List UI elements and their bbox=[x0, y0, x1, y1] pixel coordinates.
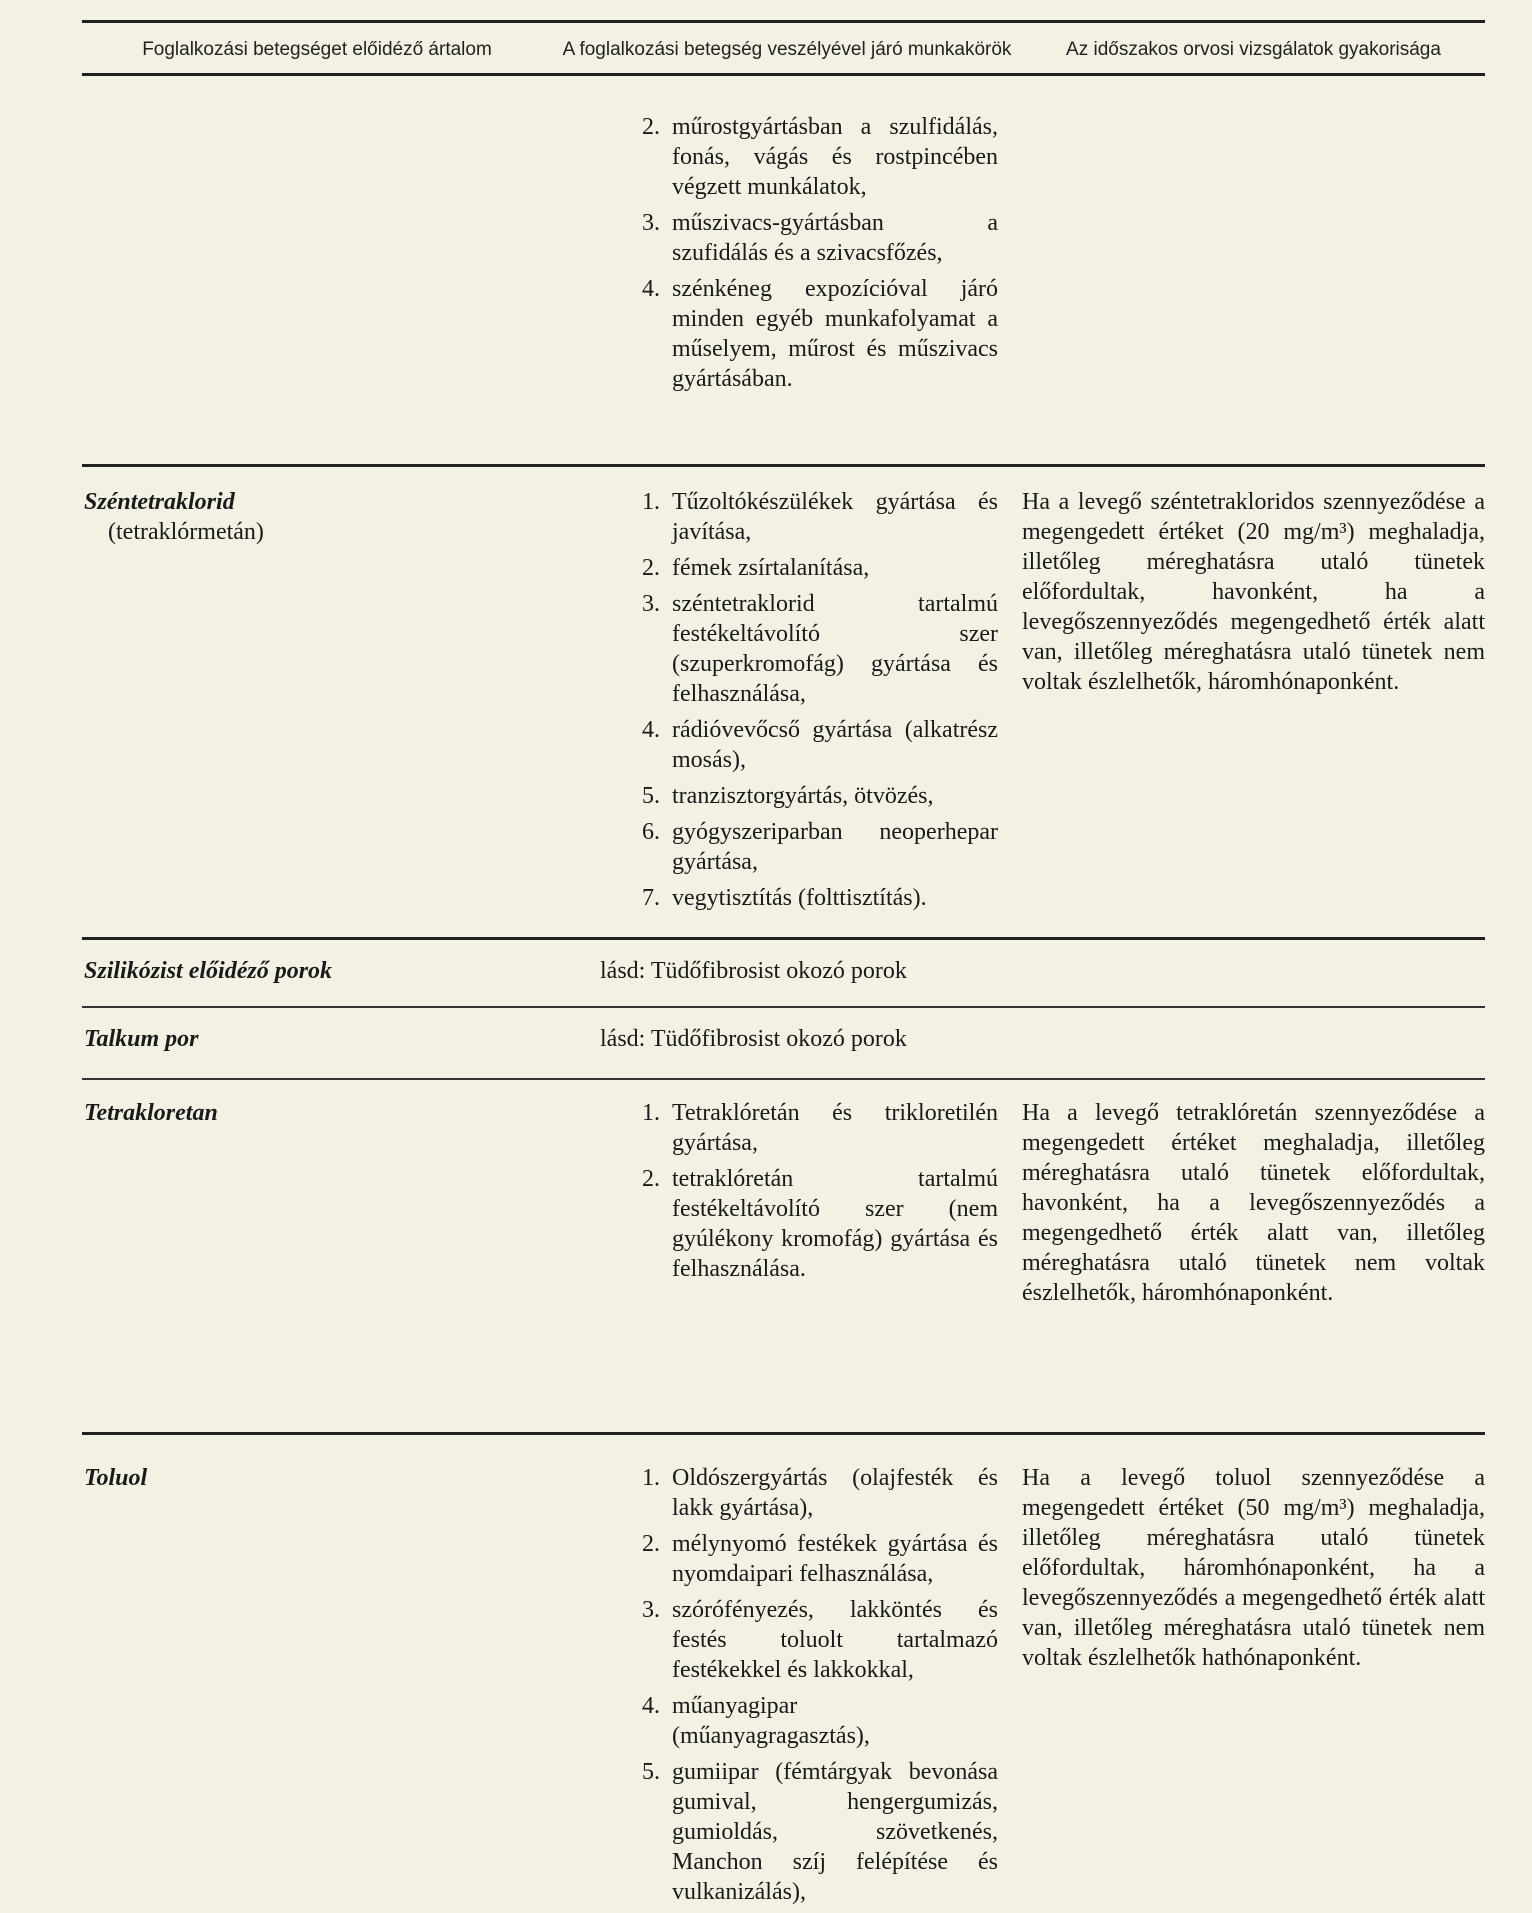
list-item: 4. szénkéneg expozícióval járó minden egyéb munkafolyamat a műselyem, műrost és műszivacs gyártásában. bbox=[642, 276, 998, 392]
list-item: 4. műanyagipar (műanyagragasztás), bbox=[642, 1693, 870, 1749]
harm-name: Toluol bbox=[84, 1465, 148, 1491]
frequency-text: Ha a levegő toluol szennyeződése a megengedett értéket (50 mg/m³) meghaladja, illetőleg méreghatásra utaló tünetek előfordultak, háromhónaponként, ha a levegőszennyeződés a megengedhető érték alatt van, illetőleg méreghatásra utaló tünetek nem voltak észlelhetők hathónaponként. bbox=[1022, 1465, 1485, 1671]
jobs-list bbox=[552, 1463, 1022, 1913]
list-item: 6. gyógyszeriparban neoperhepar gyártása, bbox=[642, 819, 998, 875]
harm-name: Tetrakloretan bbox=[84, 1100, 218, 1126]
list-item: 2. tetraklóretán tartalmú festékeltávolító szer (nem gyúlékony kromofág) gyártása és felhasználása. bbox=[642, 1166, 998, 1282]
frequency-text: Ha a levegő tetraklóretán szennyeződése a megengedett értéket meghaladja, illetőleg méreghatásra utaló tünetek előfordultak, havonként, ha a levegőszennyeződés a megengedhető érték alatt van, illetőleg méreghatásra utaló tünetek nem voltak észlelhetők, háromhónaponként. bbox=[1022, 1100, 1485, 1306]
frequency-text: Ha a levegő széntetrakloridos szennyeződése a megengedett értéket (20 mg/m³) meghaladja, illetőleg méreghatásra utaló tünetek előfordultak, havonként, ha a levegőszennyeződés megengedhető érték alatt van, illetőleg méreghatásra utaló tünetek nem voltak észlelhetők, háromhónaponként. bbox=[1022, 489, 1485, 695]
list-item: 4. rádióvevőcső gyártása (alkatrész mosás), bbox=[642, 717, 998, 773]
header-col-frequency: Az időszakos orvosi vizsgálatok gyakorisága bbox=[1066, 39, 1441, 60]
list-item: 3. széntetraklorid tartalmú festékeltávolító szer (szuperkromofág) gyártása és felhasználása, bbox=[642, 591, 998, 707]
jobs-list bbox=[552, 112, 1022, 464]
list-item: 1. Oldószergyártás (olajfesték és lakk gyártása), bbox=[642, 1465, 998, 1521]
table-row-tetrakloretan bbox=[82, 1080, 1485, 1432]
header-col-jobs: A foglalkozási betegség veszélyével járó munkakörök bbox=[562, 39, 1012, 60]
list-item: 1. Tetraklóretán és trikloretilén gyártása, bbox=[642, 1100, 998, 1156]
harm-name: Szilikózist előidéző porok bbox=[84, 958, 333, 984]
table-row-toluol bbox=[82, 1435, 1485, 1913]
table-header bbox=[82, 23, 1485, 73]
document-page bbox=[82, 18, 1485, 1913]
harm-name: Talkum por bbox=[84, 1026, 199, 1052]
jobs-list bbox=[552, 1098, 1022, 1432]
jobs-list bbox=[552, 487, 1022, 937]
see-reference: lásd: Tüdőfibrosist okozó porok bbox=[600, 958, 907, 984]
harm-subname: (tetraklórmetán) bbox=[108, 519, 264, 545]
list-item: 2. fémek zsírtalanítása, bbox=[642, 555, 870, 581]
list-item: 2. mélynyomó festékek gyártása és nyomdaipari felhasználása, bbox=[642, 1531, 998, 1587]
table-row-talkum bbox=[82, 1008, 1485, 1078]
table-row-szentetraklorid bbox=[82, 467, 1485, 937]
list-item: 7. vegytisztítás (folttisztítás). bbox=[642, 885, 927, 911]
list-item: 3. műszivacs-gyártásban a szufidálás és a szivacsfőzés, bbox=[642, 210, 998, 266]
list-item: 1. Tűzoltókészülékek gyártása és javítása, bbox=[642, 489, 998, 545]
header-col-harm: Foglalkozási betegséget előidéző ártalom bbox=[142, 39, 492, 60]
list-item: 2. műrostgyártásban a szulfidálás, fonás, vágás és rostpincében végzett munkálatok, bbox=[642, 114, 998, 200]
list-item: 3. szórófényezés, lakköntés és festés toluolt tartalmazó festékekkel és lakkokkal, bbox=[642, 1597, 998, 1683]
list-item: 5. gumiipar (fémtárgyak bevonása gumival, hengergumizás, gumioldás, szövetkenés, Manchon szíj felépítése és vulkanizálás), bbox=[642, 1759, 998, 1905]
list-item: 5. tranzisztorgyártás, ötvözés, bbox=[642, 783, 934, 809]
harm-name: Széntetraklorid bbox=[84, 489, 235, 515]
table-row-szilikozis bbox=[82, 940, 1485, 1006]
table-row-continued bbox=[82, 76, 1485, 464]
see-reference: lásd: Tüdőfibrosist okozó porok bbox=[600, 1026, 907, 1052]
